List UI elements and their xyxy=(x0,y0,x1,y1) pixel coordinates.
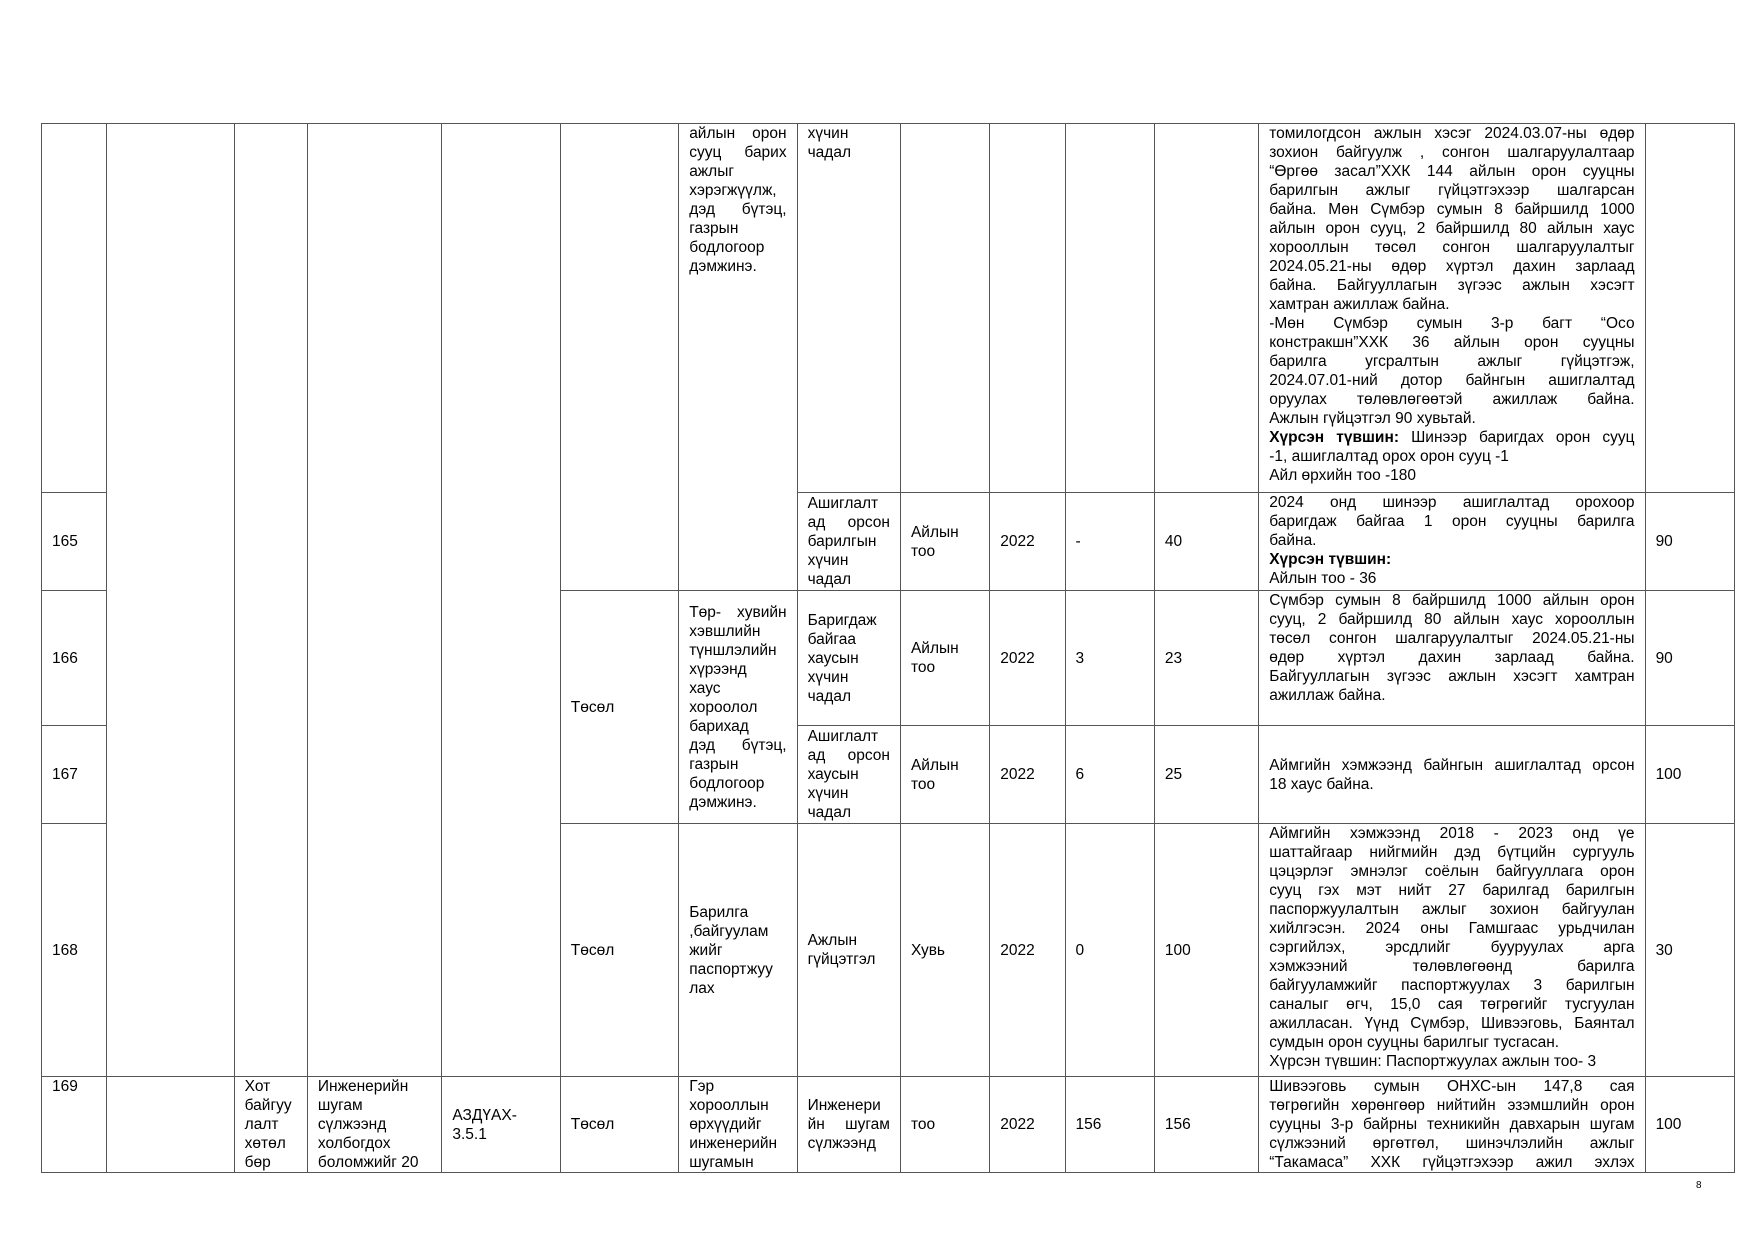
status-line xyxy=(1269,531,1634,550)
status-text: Аймгийн хэмжээнд 2018 - 2023 онд үе xyxy=(1269,825,1635,842)
target-cell: 156 xyxy=(1154,1077,1258,1173)
status-line xyxy=(1269,512,1634,531)
status-line xyxy=(1269,428,1634,447)
row-number-cell: 165 xyxy=(42,493,107,591)
unit-cell: Айлын тоо xyxy=(900,493,989,591)
status-text: хэмжээний төлөвлөгөөнд барилга xyxy=(1269,958,1635,975)
row-number-cell xyxy=(42,124,107,493)
base-cell: 6 xyxy=(1065,726,1154,824)
status-text: хамтран ажиллаж байна. xyxy=(1269,296,1450,313)
status-text: цэцэрлэг эмнэлэг соёлын байгууллага орон xyxy=(1269,863,1635,880)
status-text: сумдын орон сууцны барилгыг тусгасан. xyxy=(1269,1034,1560,1051)
activity-cell: айлын орон сууц барих ажлыг хэрэгжүүлж, дэд бүтэц, газрын бодлогоор дэмжинэ. xyxy=(679,124,797,591)
status-line xyxy=(1269,1096,1634,1115)
status-line xyxy=(1269,976,1634,995)
status-line xyxy=(1269,824,1634,843)
status-line xyxy=(1269,333,1634,352)
percent-cell: 90 xyxy=(1645,493,1734,591)
status-line xyxy=(1269,995,1634,1014)
status-text: сууц, 2 байршилд 80 айлын хаус хорооллын xyxy=(1269,611,1635,628)
status-line xyxy=(1269,276,1634,295)
target-cell: 25 xyxy=(1154,726,1258,824)
indicator-cell: Баригдаж байгаа хаусын хүчин чадал xyxy=(797,591,900,726)
row-number-cell: 167 xyxy=(42,726,107,824)
goal-cell xyxy=(234,124,307,1077)
status-text: “Такамаса” ХХК гүйцэтгэхээр ажил эхлэх xyxy=(1269,1154,1635,1171)
status-text: байгууламжийг паспортжуулах 3 барилгын xyxy=(1269,977,1635,994)
status-text: өдөр хүртэл дахин зарлаад байна. xyxy=(1269,649,1635,666)
row-number-cell: 169 xyxy=(42,1077,107,1173)
indicator-cell: Ажлын гүйцэтгэл xyxy=(797,824,900,1077)
status-line xyxy=(1269,409,1634,428)
status-text: Айлын тоо - 36 xyxy=(1269,570,1377,587)
indicator-cell: Ашиглалт ад орсон хаусын хүчин чадал xyxy=(797,726,900,824)
status-text: зохион байгуулж , сонгон шалгаруулалтаар xyxy=(1269,144,1635,161)
status-line xyxy=(1269,1052,1634,1071)
status-line xyxy=(1269,124,1634,143)
status-line xyxy=(1269,919,1634,938)
row-number-cell: 166 xyxy=(42,591,107,726)
year-cell xyxy=(990,124,1065,493)
activity-cell: Гэр хорооллын өрхүүдийг инженерийн шугамын xyxy=(679,1077,797,1173)
status-text: ажилласан. Үүнд Сүмбэр, Шивээговь, Баянтал xyxy=(1269,1015,1635,1032)
status-line xyxy=(1269,447,1634,466)
status-text: паспоржуулалтын ажлыг зохион байгуулан xyxy=(1269,901,1635,918)
status-text: 2024.05.21-ны өдөр хүртэл дахин зарлаад xyxy=(1269,258,1635,275)
base-cell: 156 xyxy=(1065,1077,1154,1173)
base-cell: 3 xyxy=(1065,591,1154,726)
status-line xyxy=(1269,314,1634,333)
status-line xyxy=(1269,493,1634,512)
status-text: сууцны 3-р байрны техникийн давхарын шугам xyxy=(1269,1116,1635,1133)
code-cell: АЗДҮАХ- 3.5.1 xyxy=(442,1077,560,1173)
status-line xyxy=(1269,1115,1634,1134)
status-text: “Өргөө засал”ХХК 144 айлын орон сууцны xyxy=(1269,163,1635,180)
status-text: баригдаж байгаа 1 орон сууцны барилга xyxy=(1269,513,1635,530)
status-line xyxy=(1269,162,1634,181)
status-text: 18 хаус байна. xyxy=(1269,775,1374,793)
percent-cell: 100 xyxy=(1645,726,1734,824)
type-cell xyxy=(560,124,678,591)
status-line xyxy=(1269,957,1634,976)
status-text: төгрөгийн хөрөнгөөр нийтийн эзэмшлийн орон xyxy=(1269,1097,1635,1114)
code-cell xyxy=(442,124,560,1077)
status-cell xyxy=(1259,124,1645,493)
status-line xyxy=(1269,143,1634,162)
status-text: Ажлын гүйцэтгэл 90 хувьтай. xyxy=(1269,410,1476,427)
status-line xyxy=(1269,1014,1634,1033)
status-text: Аймгийн хэмжээнд байнгын ашиглалтад орсон xyxy=(1269,756,1635,774)
type-cell: Төсөл xyxy=(560,1077,678,1173)
status-text: сэргийлэх, эрсдлийг бууруулах арга xyxy=(1269,939,1635,956)
status-text: сүлжээний өргөтгөл, шинэчлэлийн ажлыг xyxy=(1269,1135,1635,1152)
status-line xyxy=(1269,200,1634,219)
status-text: 2024.07.01-ний дотор байнгын ашиглалтад xyxy=(1269,372,1635,389)
status-line xyxy=(1269,900,1634,919)
status-line xyxy=(1269,667,1634,686)
table-row xyxy=(42,124,1735,493)
status-line xyxy=(1269,1033,1634,1052)
target-cell: 100 xyxy=(1154,824,1258,1077)
status-text: -Мөн Сүмбэр сумын 3-р багт “Осо xyxy=(1269,315,1635,332)
status-cell xyxy=(1259,1077,1645,1173)
goal-cell: Хот байгуу лалт хөтөл бөр xyxy=(234,1077,307,1173)
status-text: байна. Байгууллагын зүгээс ажлын хэсэгт xyxy=(1269,277,1635,294)
status-text: сууц гэх мэт нийт 27 барилгад барилгын xyxy=(1269,882,1635,899)
activity-cell: Төр- хувийн хэвшлийн түншлэлийн хүрээнд хаус хороолол барихад дэд бүтэц, газрын бодлогоор дэмжинэ. xyxy=(679,591,797,824)
status-line xyxy=(1269,219,1634,238)
status-text: томилогдсон ажлын хэсэг 2024.03.07-ны өдөр xyxy=(1269,125,1635,142)
status-line xyxy=(1269,295,1634,314)
indicator-cell: хүчин чадал xyxy=(797,124,900,493)
status-text: Шивээговь сумын ОНХС-ын 147,8 сая xyxy=(1269,1078,1635,1095)
unit-cell: Айлын тоо xyxy=(900,591,989,726)
status-line xyxy=(1269,610,1634,629)
base-cell: - xyxy=(1065,493,1154,591)
status-text: оруулах төлөвлөгөөтэй ажиллаж байна. xyxy=(1269,391,1635,408)
status-line xyxy=(1269,1153,1634,1172)
status-text: констракшн”ХХК 36 айлын орон сууцны xyxy=(1269,334,1635,351)
type-cell: Төсөл xyxy=(560,824,678,1077)
base-cell: 0 xyxy=(1065,824,1154,1077)
status-text: барилга угсралтын ажлыг гүйцэтгэж, xyxy=(1269,353,1635,370)
status-line xyxy=(1269,862,1634,881)
unit-cell xyxy=(900,124,989,493)
status-line xyxy=(1269,371,1634,390)
status-line xyxy=(1269,390,1634,409)
unit-cell: Айлын тоо xyxy=(900,726,989,824)
type-cell: Төсөл xyxy=(560,591,678,824)
page-number: 8 xyxy=(1696,1180,1702,1191)
status-text: 2024 онд шинээр ашиглалтад орохоор xyxy=(1269,494,1635,511)
status-line xyxy=(1269,257,1634,276)
status-cell xyxy=(1259,726,1645,824)
objective-cell: Инженерийн шугам сүлжээнд холбогдох боломжийг 20 xyxy=(307,1077,441,1173)
status-text: Байгууллагын зүгээс ажлын хэсэгт хамтран xyxy=(1269,668,1635,685)
status-text: Шинээр баригдах орон сууц xyxy=(1398,429,1635,446)
status-text: айлын орон сууц, 2 байршилд 80 айлын хаус xyxy=(1269,220,1635,237)
year-cell: 2022 xyxy=(990,824,1065,1077)
status-cell xyxy=(1259,493,1645,591)
status-text: Айл өрхийн тоо -180 xyxy=(1269,467,1417,484)
table-row xyxy=(42,1077,1735,1173)
unit-cell: Хувь xyxy=(900,824,989,1077)
status-line xyxy=(1269,629,1634,648)
base-cell xyxy=(1065,124,1154,493)
indicator-cell: Ашиглалт ад орсон барилгын хүчин чадал xyxy=(797,493,900,591)
status-line xyxy=(1269,938,1634,957)
target-cell xyxy=(1154,124,1258,493)
merged-cell xyxy=(107,1077,234,1173)
percent-cell: 30 xyxy=(1645,824,1734,1077)
status-line xyxy=(1269,591,1634,610)
status-line xyxy=(1269,550,1634,569)
status-text: Хүрсэн түвшин: Паспортжуулах ажлын тоо- 3 xyxy=(1269,1053,1597,1070)
percent-cell: 100 xyxy=(1645,1077,1734,1173)
percent-cell: 90 xyxy=(1645,591,1734,726)
status-line xyxy=(1269,238,1634,257)
target-cell: 23 xyxy=(1154,591,1258,726)
status-cell xyxy=(1259,824,1645,1077)
status-text: байна. Мөн Сүмбэр сумын 8 байршилд 1000 xyxy=(1269,201,1635,218)
status-line xyxy=(1269,881,1634,900)
unit-cell: тоо xyxy=(900,1077,989,1173)
status-line xyxy=(1269,686,1634,705)
status-line xyxy=(1269,466,1634,485)
status-line xyxy=(1269,1134,1634,1153)
year-cell: 2022 xyxy=(990,493,1065,591)
report-table xyxy=(41,123,1735,1173)
status-text: барилгын ажлыг гүйцэтгэхээр шалгарсан xyxy=(1269,182,1635,199)
status-text: саналыг өгч, 15,0 сая төгрөгийг тусгуулан xyxy=(1269,996,1635,1013)
activity-cell: Барилга ,байгуулам жийг паспортжуу лах xyxy=(679,824,797,1077)
status-line xyxy=(1269,843,1634,862)
status-line xyxy=(1269,756,1634,775)
status-text: ажиллаж байна. xyxy=(1269,687,1386,704)
year-cell: 2022 xyxy=(990,591,1065,726)
status-text: хийлгэсэн. 2024 оны Гамшгаас урьдчилан xyxy=(1269,920,1635,937)
row-number-cell: 168 xyxy=(42,824,107,1077)
status-line xyxy=(1269,775,1634,794)
status-text: Сүмбэр сумын 8 байршилд 1000 айлын орон xyxy=(1269,592,1635,609)
status-text: байна. xyxy=(1269,532,1317,549)
status-cell xyxy=(1259,591,1645,726)
status-label: Хүрсэн түвшин: xyxy=(1269,551,1392,568)
objective-cell xyxy=(307,124,441,1077)
status-line xyxy=(1269,352,1634,371)
year-cell: 2022 xyxy=(990,1077,1065,1173)
status-line xyxy=(1269,181,1634,200)
status-text: хорооллын төсөл сонгон шалгаруулалтыг xyxy=(1269,239,1635,256)
status-line xyxy=(1269,1077,1634,1096)
target-cell: 40 xyxy=(1154,493,1258,591)
status-text: -1, ашиглалтад орох орон сууц -1 xyxy=(1269,448,1509,465)
status-text: шаттайгаар нийгмийн дэд бүтцийн сургууль xyxy=(1269,844,1635,861)
year-cell: 2022 xyxy=(990,726,1065,824)
status-text: төсөл сонгон шалгаруулалтыг 2024.05.21-ны xyxy=(1269,630,1635,647)
merged-cell xyxy=(107,124,234,1077)
status-line xyxy=(1269,569,1634,588)
status-line xyxy=(1269,648,1634,667)
status-label: Хүрсэн түвшин: xyxy=(1269,429,1399,446)
percent-cell xyxy=(1645,124,1734,493)
indicator-cell: Инженери йн шугам сүлжээнд xyxy=(797,1077,900,1173)
